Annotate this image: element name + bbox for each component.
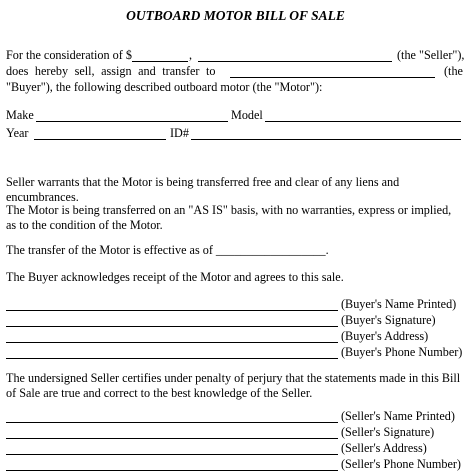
model-field[interactable] <box>265 121 461 122</box>
seller-definition: (the "Seller"), <box>397 48 465 62</box>
seller-name-field[interactable] <box>198 61 392 62</box>
consideration-amount-field[interactable] <box>132 61 188 62</box>
consideration-comma: , <box>189 48 193 62</box>
seller-name-printed-line[interactable] <box>6 422 338 423</box>
make-label: Make <box>6 108 34 122</box>
buyer-phone-label: (Buyer's Phone Number) <box>341 345 463 359</box>
motor-definition: "Buyer"), the following described outboard motor (the "Motor"): <box>6 80 323 94</box>
seller-address-line[interactable] <box>6 454 338 455</box>
buyer-address-line[interactable] <box>6 342 338 343</box>
buyer-address-label: (Buyer's Address) <box>341 329 429 343</box>
id-field[interactable] <box>191 139 461 140</box>
year-field[interactable] <box>34 139 166 140</box>
warranty-statement: Seller warrants that the Motor is being transferred free and clear of any liens and encumbrances. <box>6 175 400 204</box>
buyer-definition-open: (the <box>444 64 463 78</box>
consideration-label: For the consideration of $ <box>6 48 132 62</box>
acknowledgement-statement: The Buyer acknowledges receipt of the Motor and agrees to this sale. <box>6 270 344 284</box>
buyer-name-printed-label: (Buyer's Name Printed) <box>341 297 457 311</box>
document-title: OUTBOARD MOTOR BILL OF SALE <box>126 8 345 23</box>
seller-phone-label: (Seller's Phone Number) <box>341 457 461 471</box>
model-label: Model <box>231 108 263 122</box>
seller-signature-line[interactable] <box>6 438 338 439</box>
effective-date-statement: The transfer of the Motor is effective as of __________________. <box>6 243 329 257</box>
buyer-name-field[interactable] <box>230 77 435 78</box>
seller-certification-statement: The undersigned Seller certifies under penalty of perjury that the statements made in this Bill of Sale are true and correct to the best knowledge of the Seller. <box>6 371 461 400</box>
id-label: ID# <box>170 126 189 140</box>
seller-address-label: (Seller's Address) <box>341 441 427 455</box>
as-is-statement: The Motor is being transferred on an "AS IS" basis, with no warranties, express or implied, as to the condition of the Motor. <box>6 203 452 232</box>
transfer-to-label: does hereby sell, assign and transfer to <box>6 64 216 78</box>
seller-signature-label: (Seller's Signature) <box>341 425 435 439</box>
buyer-signature-label: (Buyer's Signature) <box>341 313 436 327</box>
year-label: Year <box>6 126 29 140</box>
seller-name-printed-label: (Seller's Name Printed) <box>341 409 455 423</box>
buyer-signature-line[interactable] <box>6 326 338 327</box>
buyer-name-printed-line[interactable] <box>6 310 338 311</box>
buyer-phone-line[interactable] <box>6 358 338 359</box>
seller-phone-line[interactable] <box>6 470 338 471</box>
make-field[interactable] <box>36 121 228 122</box>
